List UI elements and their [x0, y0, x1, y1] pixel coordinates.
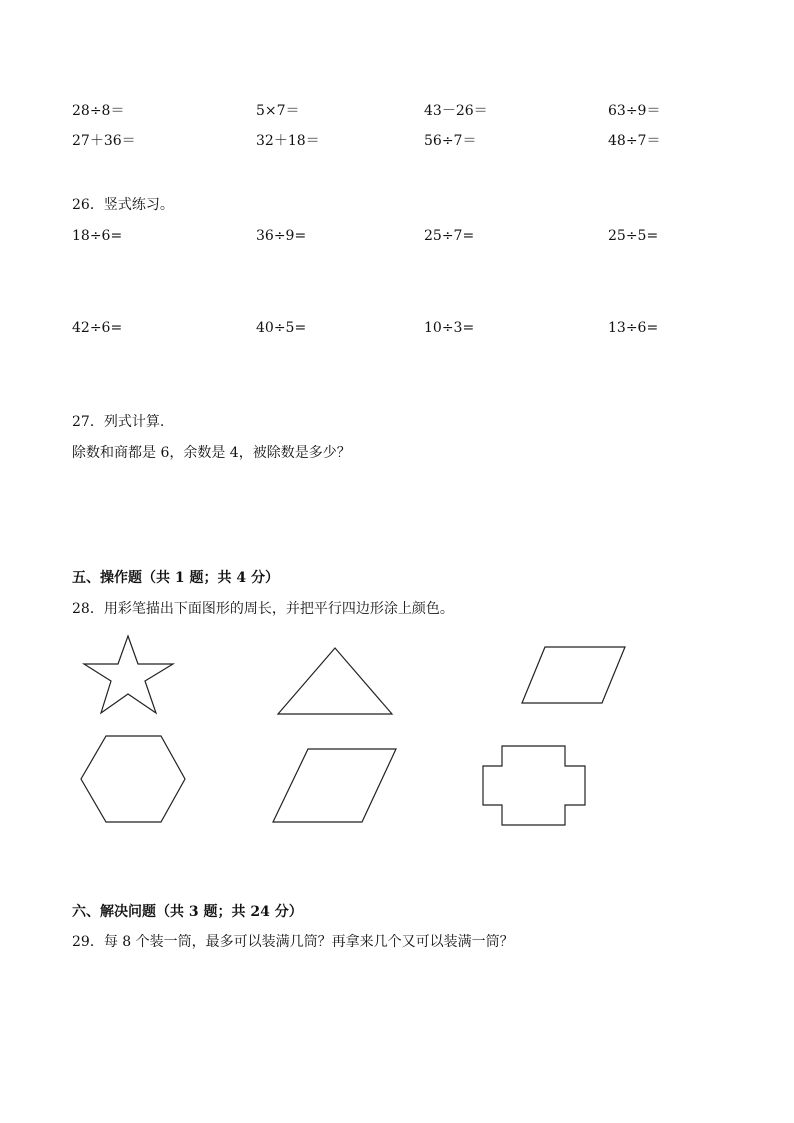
- vertical-calc-item: 13÷6=: [608, 320, 659, 336]
- cross-shape: [483, 746, 585, 825]
- section-6-heading: 六、解决问题（共 3 题；共 24 分）: [72, 904, 303, 920]
- question-27-title: 27．列式计算.: [72, 414, 165, 430]
- vertical-calc-item: 25÷5=: [608, 228, 659, 244]
- question-26-title: 26．竖式练习。: [72, 197, 174, 213]
- mental-math-item: 56÷7＝: [424, 133, 477, 149]
- vertical-calc-item: 25÷7=: [424, 228, 475, 244]
- mental-math-item: 28÷8＝: [72, 103, 125, 119]
- mental-math-item: 63÷9＝: [608, 103, 661, 119]
- vertical-calc-item: 10÷3=: [424, 320, 475, 336]
- triangle-shape: [278, 648, 392, 714]
- question-29-text: 29．每 8 个装一筒，最多可以装满几筒？再拿来几个又可以装满一筒？: [72, 934, 514, 950]
- mental-math-item: 27＋36＝: [72, 133, 136, 149]
- hexagon-shape: [81, 736, 185, 822]
- question-27-text: 除数和商都是 6，余数是 4，被除数是多少？: [72, 445, 351, 461]
- mental-math-item: 5×7＝: [256, 103, 300, 119]
- parallelogram-shape: [273, 749, 396, 822]
- mental-math-item: 48÷7＝: [608, 133, 661, 149]
- vertical-calc-item: 18÷6=: [72, 228, 123, 244]
- mental-math-item: 43－26＝: [424, 103, 488, 119]
- vertical-calc-item: 40÷5=: [256, 320, 307, 336]
- question-28-text: 28．用彩笔描出下面图形的周长，并把平行四边形涂上颜色。: [72, 601, 454, 617]
- star-shape: [84, 636, 173, 713]
- section-5-heading: 五、操作题（共 1 题；共 4 分）: [72, 570, 279, 586]
- parallelogram-shape: [522, 647, 625, 703]
- vertical-calc-item: 42÷6=: [72, 320, 123, 336]
- vertical-calc-item: 36÷9=: [256, 228, 307, 244]
- mental-math-item: 32＋18＝: [256, 133, 320, 149]
